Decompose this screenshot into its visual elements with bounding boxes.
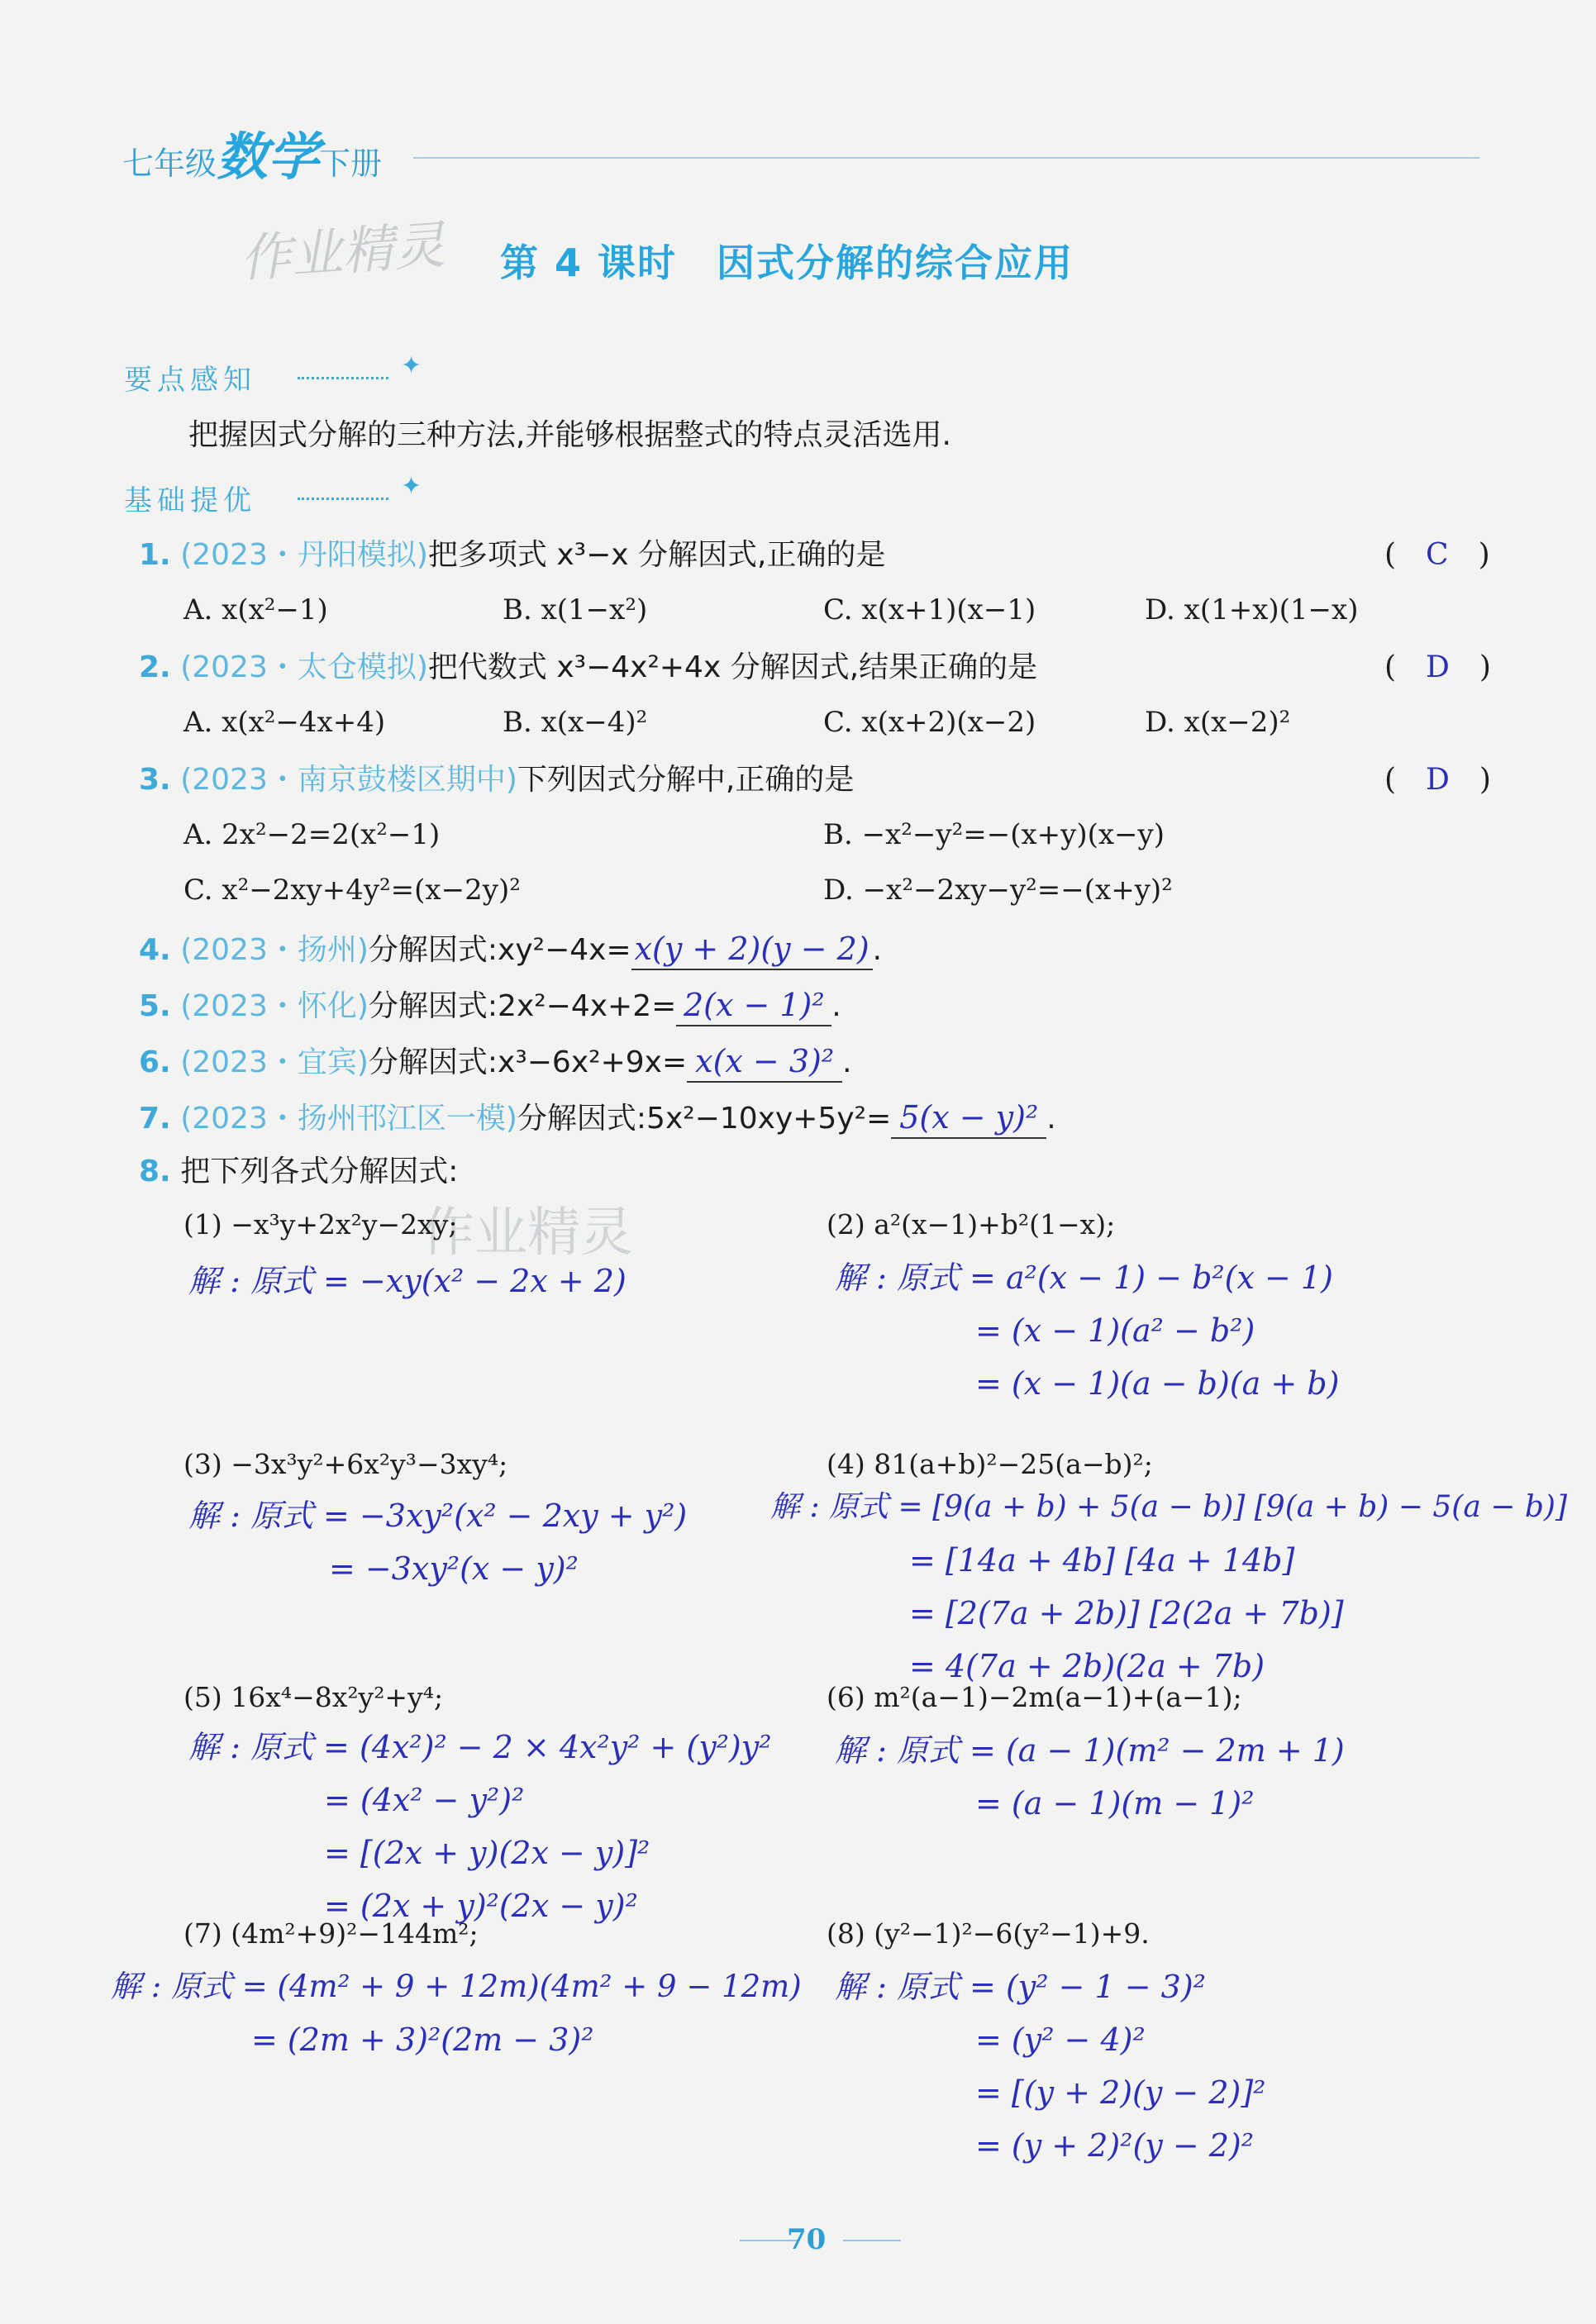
sub-2-line-3: = (x − 1)(a − b)(a + b) xyxy=(975,1365,1340,1402)
answer-blank-5: 2(x − 1)² xyxy=(676,985,831,1026)
header-rule xyxy=(413,157,1479,159)
q3-option-c: C. x²−2xy+4y²=(x−2y)² xyxy=(183,874,521,907)
sub-3-line-1: 解 : 原式 = −3xy²(x² − 2xy + y²) xyxy=(188,1498,688,1534)
question-3: 3. (2023・南京鼓楼区期中)下列因式分解中,正确的是 xyxy=(139,763,855,797)
q3-option-b: B. −x²−y²=−(x+y)(x−y) xyxy=(823,818,1165,851)
sub-5-line-3: = [(2x + y)(2x − y)]² xyxy=(324,1835,650,1871)
q1-option-a: A. x(x²−1) xyxy=(183,593,328,626)
header-subject: 数学 xyxy=(217,126,320,187)
q1-option-b: B. x(1−x²) xyxy=(503,593,648,626)
question-8: 8. 把下列各式分解因式: xyxy=(139,1155,459,1188)
q3-option-d: D. −x²−2xy−y²=−(x+y)² xyxy=(823,874,1173,907)
sub-8-line-2: = (y² − 4)² xyxy=(975,2022,1146,2058)
sub-6-label: (6) m²(a−1)−2m(a−1)+(a−1); xyxy=(827,1681,1242,1713)
answer-bracket-1: ( C ) xyxy=(1384,538,1490,572)
sub-7-line-1: 解 : 原式 = (4m² + 9 + 12m)(4m² + 9 − 12m) xyxy=(111,1969,802,2004)
q2-option-a: A. x(x²−4x+4) xyxy=(183,706,386,739)
q2-option-b: B. x(x−4)² xyxy=(503,706,648,739)
sub-8-label: (8) (y²−1)²−6(y²−1)+9. xyxy=(827,1917,1150,1950)
answer-bracket-2: ( D ) xyxy=(1384,650,1491,684)
sub-4-line-1: 解 : 原式 = [9(a + b) + 5(a − b)] [9(a + b) − 5(a − b)] xyxy=(770,1490,1568,1524)
sub-1-line-1: 解 : 原式 = −xy(x² − 2x + 2) xyxy=(188,1263,626,1299)
sub-6-line-1: 解 : 原式 = (a − 1)(m² − 2m + 1) xyxy=(835,1732,1345,1769)
section-basics: 基础提优 xyxy=(124,484,256,517)
question-4: 4. (2023・扬州)分解因式:xy²−4x= x(y + 2)(y − 2) . xyxy=(139,929,882,970)
sub-6-line-2: = (a − 1)(m − 1)² xyxy=(975,1785,1255,1822)
mid-watermark: 作业精灵 xyxy=(422,1202,633,1264)
answer-bracket-3: ( D ) xyxy=(1384,763,1491,797)
sub-7-label: (7) (4m²+9)²−144m²; xyxy=(183,1917,479,1950)
sub-5-line-1: 解 : 原式 = (4x²)² − 2 × 4x²y² + (y²)y² xyxy=(188,1729,772,1765)
q3-option-a: A. 2x²−2=2(x²−1) xyxy=(183,818,441,851)
sub-5-line-4: = (2x + y)²(2x − y)² xyxy=(324,1888,638,1924)
sub-4-line-2: = [14a + 4b] [4a + 14b] xyxy=(909,1542,1295,1579)
section-key-points-dots xyxy=(298,377,388,379)
footer-line-right xyxy=(843,2240,901,2241)
sub-8-line-1: 解 : 原式 = (y² − 1 − 3)² xyxy=(835,1969,1206,2005)
running-header xyxy=(122,116,382,189)
answer-blank-6: x(x − 3)² xyxy=(687,1041,842,1083)
sub-8-line-3: = [(y + 2)(y − 2)]² xyxy=(975,2074,1266,2111)
lesson-title: 第 4 课时 因式分解的综合应用 xyxy=(500,240,1074,285)
sub-8-line-4: = (y + 2)²(y − 2)² xyxy=(975,2127,1254,2164)
q2-option-d: D. x(x−2)² xyxy=(1145,706,1291,739)
answer-blank-4: x(y + 2)(y − 2) xyxy=(631,929,873,970)
sub-2-label: (2) a²(x−1)+b²(1−x); xyxy=(827,1208,1116,1241)
question-2: 2. (2023・太仓模拟)把代数式 x³−4x²+4x 分解因式,结果正确的是 xyxy=(139,650,1038,684)
question-6: 6. (2023・宜宾)分解因式:x³−6x²+9x= x(x − 3)² . xyxy=(139,1041,852,1083)
sub-5-line-2: = (4x² − y²)² xyxy=(324,1782,525,1818)
sub-2-line-2: = (x − 1)(a² − b²) xyxy=(975,1312,1255,1349)
sub-3-label: (3) −3x³y²+6x²y³−3xy⁴; xyxy=(183,1448,508,1480)
sub-1-label: (1) −x³y+2x²y−2xy; xyxy=(183,1208,458,1241)
question-1: 1. (2023・丹阳模拟)把多项式 x³−x 分解因式,正确的是 xyxy=(139,538,886,572)
q1-option-c: C. x(x+1)(x−1) xyxy=(823,593,1036,626)
sparkle-icon: ✦ xyxy=(401,351,422,380)
sub-2-line-1: 解 : 原式 = a²(x − 1) − b²(x − 1) xyxy=(835,1260,1333,1296)
sub-4-line-3: = [2(7a + 2b)] [2(2a + 7b)] xyxy=(909,1595,1344,1631)
sparkle-icon: ✦ xyxy=(401,472,422,501)
sub-3-line-2: = −3xy²(x − y)² xyxy=(329,1550,579,1587)
question-7: 7. (2023・扬州邗江区一模)分解因式:5x²−10xy+5y²= 5(x − y)² . xyxy=(139,1098,1056,1139)
sub-4-label: (4) 81(a+b)²−25(a−b)²; xyxy=(827,1448,1153,1480)
title-watermark: 作业精灵 xyxy=(238,214,447,289)
sub-5-label: (5) 16x⁴−8x²y²+y⁴; xyxy=(183,1681,444,1713)
q1-option-d: D. x(1+x)(1−x) xyxy=(1145,593,1359,626)
question-5: 5. (2023・怀化)分解因式:2x²−4x+2= 2(x − 1)² . xyxy=(139,985,841,1026)
header-volume: 下册 xyxy=(319,145,383,182)
header-grade: 七年级 xyxy=(122,145,217,182)
sub-7-line-2: = (2m + 3)²(2m − 3)² xyxy=(251,2022,594,2058)
sub-4-line-4: = 4(7a + 2b)(2a + 7b) xyxy=(909,1648,1265,1684)
section-key-points: 要点感知 xyxy=(124,364,256,397)
q2-option-c: C. x(x+2)(x−2) xyxy=(823,706,1036,739)
answer-blank-7: 5(x − y)² xyxy=(891,1098,1046,1139)
section-basics-dots xyxy=(298,498,388,500)
page-number: 70 xyxy=(787,2223,827,2256)
key-points-text: 把握因式分解的三种方法,并能够根据整式的特点灵活选用. xyxy=(188,418,951,452)
